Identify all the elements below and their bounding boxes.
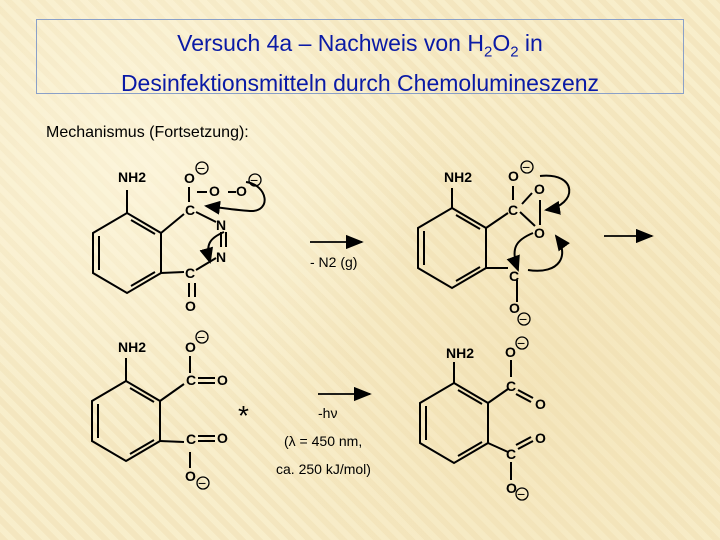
atom-c: C (506, 446, 517, 462)
charge-minus: − (198, 475, 207, 491)
atom-c: C (185, 202, 196, 218)
charge-minus: − (197, 160, 206, 176)
title-line-2: Desinfektionsmitteln durch Chemolumineszenz (120, 69, 600, 96)
atom-o: O (505, 344, 516, 360)
atom-c: C (186, 431, 197, 447)
atom-nh2: NH2 (118, 339, 147, 355)
charge-minus: − (519, 311, 528, 327)
atom-o: O (217, 430, 228, 446)
arrow-2-label-2: (λ = 450 nm, (284, 433, 363, 449)
charge-minus: − (522, 159, 531, 175)
atom-o: O (534, 225, 545, 241)
charge-minus: − (517, 486, 526, 502)
atom-nh2: NH2 (118, 169, 147, 185)
atom-o: O (534, 181, 545, 197)
atom-o: O (508, 168, 519, 184)
atom-n: N (216, 217, 227, 233)
atom-o: O (535, 396, 546, 412)
atom-c: C (185, 265, 196, 281)
title-sub-2: 2 (510, 43, 519, 61)
atom-o: O (185, 468, 196, 484)
title-text-b: O (492, 30, 511, 56)
molecule-3-atoms (118, 329, 249, 491)
atom-c: C (186, 372, 197, 388)
arrow-2-label-1: -hν (318, 405, 338, 421)
atom-c: C (509, 268, 520, 284)
atom-n: N (216, 249, 227, 265)
atom-o: O (217, 372, 228, 388)
molecule-2-atoms (444, 159, 545, 327)
atom-o: O (185, 339, 196, 355)
charge-minus: − (197, 329, 206, 345)
charge-minus: − (250, 172, 259, 188)
title-sub-1: 2 (483, 43, 493, 61)
atom-o: O (506, 480, 517, 496)
atom-o: O (185, 298, 196, 314)
atom-c: C (506, 378, 517, 394)
atom-nh2: NH2 (444, 169, 473, 185)
molecule-4-atoms (446, 335, 546, 502)
atom-o: O (209, 183, 220, 199)
atom-o: O (509, 300, 520, 316)
title-text-c: in (518, 30, 543, 56)
atom-c: C (508, 202, 519, 218)
atom-o: O (535, 430, 546, 446)
molecule-3 (92, 356, 215, 468)
atom-nh2: NH2 (446, 345, 475, 361)
molecule-1 (93, 182, 265, 297)
atom-o: O (184, 170, 195, 186)
charge-minus: − (517, 335, 526, 351)
excited-state-star: * (238, 400, 249, 431)
molecule-2 (418, 176, 569, 302)
arrow-1-label: - N2 (g) (310, 254, 358, 270)
arrow-2-label-3: ca. 250 kJ/mol) (276, 461, 371, 477)
title-text-a: Versuch 4a – Nachweis von H (177, 30, 484, 56)
atom-o: O (236, 183, 247, 199)
section-heading: Mechanismus (Fortsetzung): (46, 124, 249, 141)
